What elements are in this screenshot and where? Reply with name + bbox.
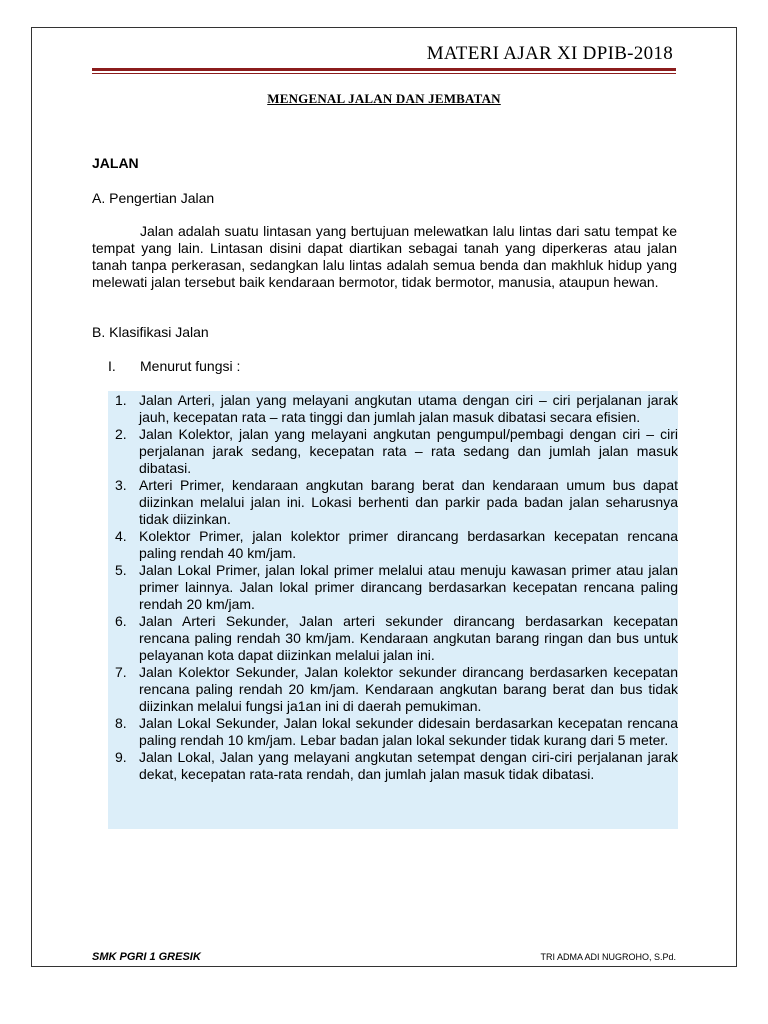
list-item: 3. Arteri Primer, kendaraan angkutan barang berat dan kendaraan umum bus dapat diizinkan melalui jalan ini. Lokasi berhenti dan parkir pada badan jalan seharusnya tidak diizinkan. [115, 477, 678, 527]
list-item: 5. Jalan Lokal Primer, jalan lokal primer melalui atau menuju kawasan primer atau jalan primer lainnya. Jalan lokal primer dirancang berdasarkan kecepatan rencana paling rendah 20 km/jam. [115, 562, 678, 612]
subsection-pengertian: A. Pengertian Jalan [92, 190, 215, 206]
list-item: 2. Jalan Kolektor, jalan yang melayani angkutan pengumpul/pembagi dengan ciri – ciri perjalanan jarak sedang, kecepatan rata – rata sedang dan jumlah jalan masuk dibatasi. [115, 426, 678, 476]
document-title: MENGENAL JALAN DAN JEMBATAN [267, 91, 501, 106]
header-rule [92, 68, 676, 71]
footer-school: SMK PGRI 1 GRESIK [92, 951, 201, 963]
list-item: 6. Jalan Arteri Sekunder, Jalan arteri sekunder dirancang berdasarkan kecepatan rencana paling rendah 30 km/jam. Kendaraan angkutan barang ringan dan bus untuk pelayanan kota dapat diizinkan melalui jalan ini. [115, 613, 678, 663]
list-item: 7. Jalan Kolektor Sekunder, Jalan kolektor sekunder dirancang berdasarken kecepatan rencana paling rendah 20 km/jam. Kendaraan angkutan barang berat dan bus tidak diizinkan melalui fungsi ja1an ini di daerah pemukiman. [115, 664, 678, 714]
fungsi-numeral: I. [108, 358, 116, 374]
list-item: 1. Jalan Arteri, jalan yang melayani angkutan utama dengan ciri – ciri perjalanan jarak jauh, kecepatan rata – rata tinggi dan jumlah jalan masuk dibatasi secara efisien. [115, 392, 678, 425]
header-title: MATERI AJAR XI DPIB-2018 [426, 43, 673, 64]
definition-paragraph: Jalan adalah suatu lintasan yang bertujuan melewatkan lalu lintas dari satu tempat ke tempat yang lain. Lintasan disini dapat diartikan sebagai tanah yang diperkeras atau jalan tanah tanpa perkerasan, sedangkan lalu lintas adalah semua benda dan makhluk hidup yang melewati jalan tersebut baik kendaraan bermotor, tidak bermotor, manusia, ataupun hewan. [92, 223, 677, 290]
fungsi-heading [108, 358, 240, 375]
list-item: 4. Kolektor Primer, jalan kolektor primer dirancang berdasarkan kecepatan rencana paling rendah 40 km/jam. [115, 528, 678, 561]
classification-list-box [108, 391, 678, 829]
list-item: 8. Jalan Lokal Sekunder, Jalan lokal sekunder didesain berdasarkan kecepatan rencana paling rendah 10 km/jam. Lebar badan jalan lokal sekunder tidak kurang dari 5 meter. [115, 715, 678, 748]
subsection-klasifikasi: B. Klasifikasi Jalan [92, 324, 209, 340]
footer-author: TRI ADMA ADI NUGROHO, S.Pd. [540, 952, 676, 962]
fungsi-label: Menurut fungsi : [140, 358, 241, 374]
section-title: JALAN [92, 155, 139, 171]
header-rule-thin [92, 73, 676, 74]
list-item: 9. Jalan Lokal, Jalan yang melayani angkutan setempat dengan ciri-ciri perjalanan jarak dekat, kecepatan rata-rata rendah, dan jumlah jalan masuk tidak dibatasi. [115, 749, 678, 782]
classification-list [108, 391, 678, 783]
